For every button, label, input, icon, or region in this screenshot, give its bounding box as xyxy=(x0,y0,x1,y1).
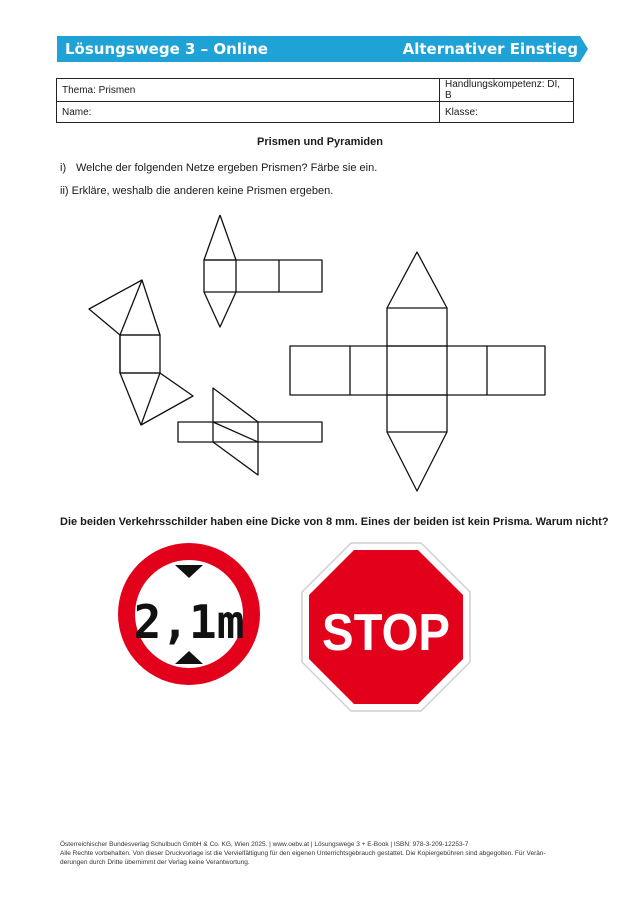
page-title: Prismen und Pyramiden xyxy=(257,136,383,148)
height-limit-sign[interactable] xyxy=(118,543,260,685)
signs-question: Die beiden Verkehrsschilder haben eine Dicke von 8 mm. Eines der beiden ist kein Prisma. Warum nicht? xyxy=(60,516,609,528)
net-2[interactable] xyxy=(89,280,193,425)
net-3[interactable] xyxy=(178,388,322,475)
task-2: ii) Erkläre, weshalb die anderen keine Prismen ergeben. xyxy=(60,185,334,197)
task-1 xyxy=(60,162,377,174)
name-cell[interactable]: Name: xyxy=(57,102,440,123)
footer-line-2: Alle Rechte vorbehalten. Von dieser Druckvorlage ist die Vervielfältigung für den eigenen Unterrichtsgebrauch gestattet. Die Kopiergebühren sind abgegolten. Für Verän- xyxy=(60,850,546,857)
info-table xyxy=(56,78,574,123)
banner-title: Lösungswege 3 – Online xyxy=(65,40,268,58)
prism-nets-figure xyxy=(0,205,640,500)
traffic-signs-figure xyxy=(0,540,640,730)
task-1-number: i) xyxy=(60,162,67,174)
net-1[interactable] xyxy=(204,215,322,327)
header-banner xyxy=(57,36,588,62)
stop-sign[interactable] xyxy=(302,543,470,711)
topic-cell: Thema: Prismen xyxy=(57,79,440,102)
stop-sign-text: STOP xyxy=(322,604,450,662)
competence-cell: Handlungskompetenz: DI, B xyxy=(440,79,574,102)
task-1-text: Welche der folgenden Netze ergeben Prismen? Färbe sie ein. xyxy=(76,162,378,174)
footer xyxy=(60,840,590,867)
footer-line-3: derungen durch Dritte übernimmt der Verlag keine Verantwortung. xyxy=(60,859,250,866)
footer-line-1: Österreichischer Bundesverlag Schulbuch GmbH & Co. KG, Wien 2025. | www.oebv.at | Lösungswege 3 + E-Book | ISBN: 978-3-209-12253-7 xyxy=(60,841,469,848)
banner-subtitle: Alternativer Einstieg xyxy=(402,40,578,58)
net-4[interactable] xyxy=(290,252,545,491)
height-sign-text: 2,1m xyxy=(133,595,245,649)
class-cell[interactable]: Klasse: xyxy=(440,102,574,123)
